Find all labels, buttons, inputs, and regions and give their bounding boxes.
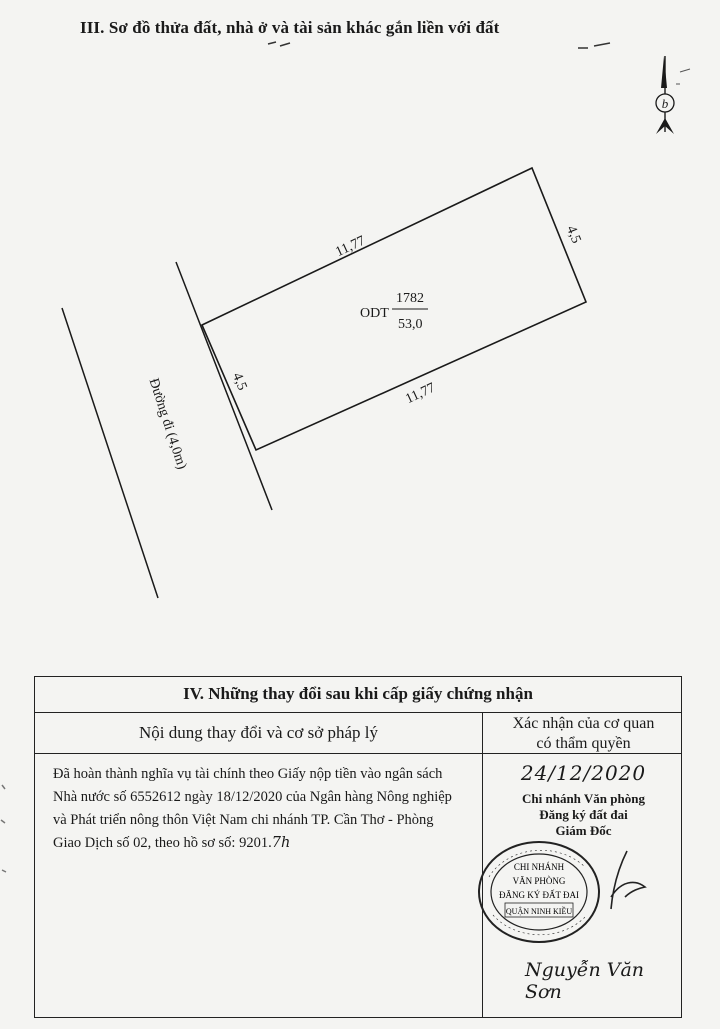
confirm-office-line1: Chi nhánh Văn phòng: [522, 791, 645, 806]
change-entry-handwritten: 7h: [271, 835, 291, 851]
parcel-number: 1782: [396, 291, 424, 306]
change-entry: [53, 763, 463, 855]
north-arrow-label: b: [661, 96, 669, 111]
length-bottom-label: 11,77: [403, 380, 438, 408]
seal-line1: CHI NHÁNH: [513, 862, 565, 872]
section-iii-title: III. Sơ đồ thửa đất, nhà ở và tài sản khác gắn liền với đất: [80, 18, 500, 37]
confirm-office-line2: Đăng ký đất đai: [539, 807, 628, 822]
length-top-label: 11,77: [333, 233, 368, 261]
land-type-label: ODT: [360, 306, 389, 321]
official-seal: [475, 837, 605, 947]
scribble-mark: [268, 42, 610, 48]
seal-line3: ĐĂNG KÝ ĐẤT ĐAI: [498, 890, 580, 900]
change-entry-text: Đã hoàn thành nghĩa vụ tài chính theo Giấy nộp tiền vào ngân sách Nhà nước số 6552612 ngày 18/12/2020 của Ngân hàng Nông nghiệp và Phát triển nông thôn Việt Nam chi nhánh TP. Cần Thơ - Phòng Giao Dịch số 02, theo hồ sơ số: 9201.: [53, 766, 452, 851]
section-iv-title: IV. Những thay đổi sau khi cấp giấy chứng nhận: [35, 677, 681, 713]
width-right-label: 4,5: [563, 223, 584, 246]
content-column-header: Nội dung thay đổi và cơ sở pháp lý: [139, 723, 378, 742]
road-edge-left: [62, 308, 158, 598]
signer-name: Nguyễn Văn Sơn: [525, 959, 645, 1003]
confirm-date: 24/12/2020: [520, 761, 647, 785]
width-left-label: 4,5: [229, 370, 250, 393]
scribble-mark: [676, 69, 690, 84]
confirm-role: Giám Đốc: [555, 823, 612, 838]
north-arrow-icon: [656, 56, 674, 134]
road-label: Đường đi (4,0m): [145, 376, 190, 472]
confirm-header-line2: có thẩm quyền: [536, 735, 631, 752]
confirm-column-header: [484, 713, 683, 754]
confirm-office: [484, 791, 683, 823]
parcel-area: 53,0: [398, 317, 423, 332]
header-rule: [35, 753, 681, 754]
confirm-header-line1: Xác nhận của cơ quan: [512, 715, 655, 732]
changes-table: [34, 676, 682, 1018]
binding-marks: [0, 780, 10, 880]
seal-line4: QUẬN NINH KIỀU: [505, 907, 573, 916]
seal-line2: VĂN PHÒNG: [512, 876, 566, 886]
signature-mark: [605, 847, 665, 917]
